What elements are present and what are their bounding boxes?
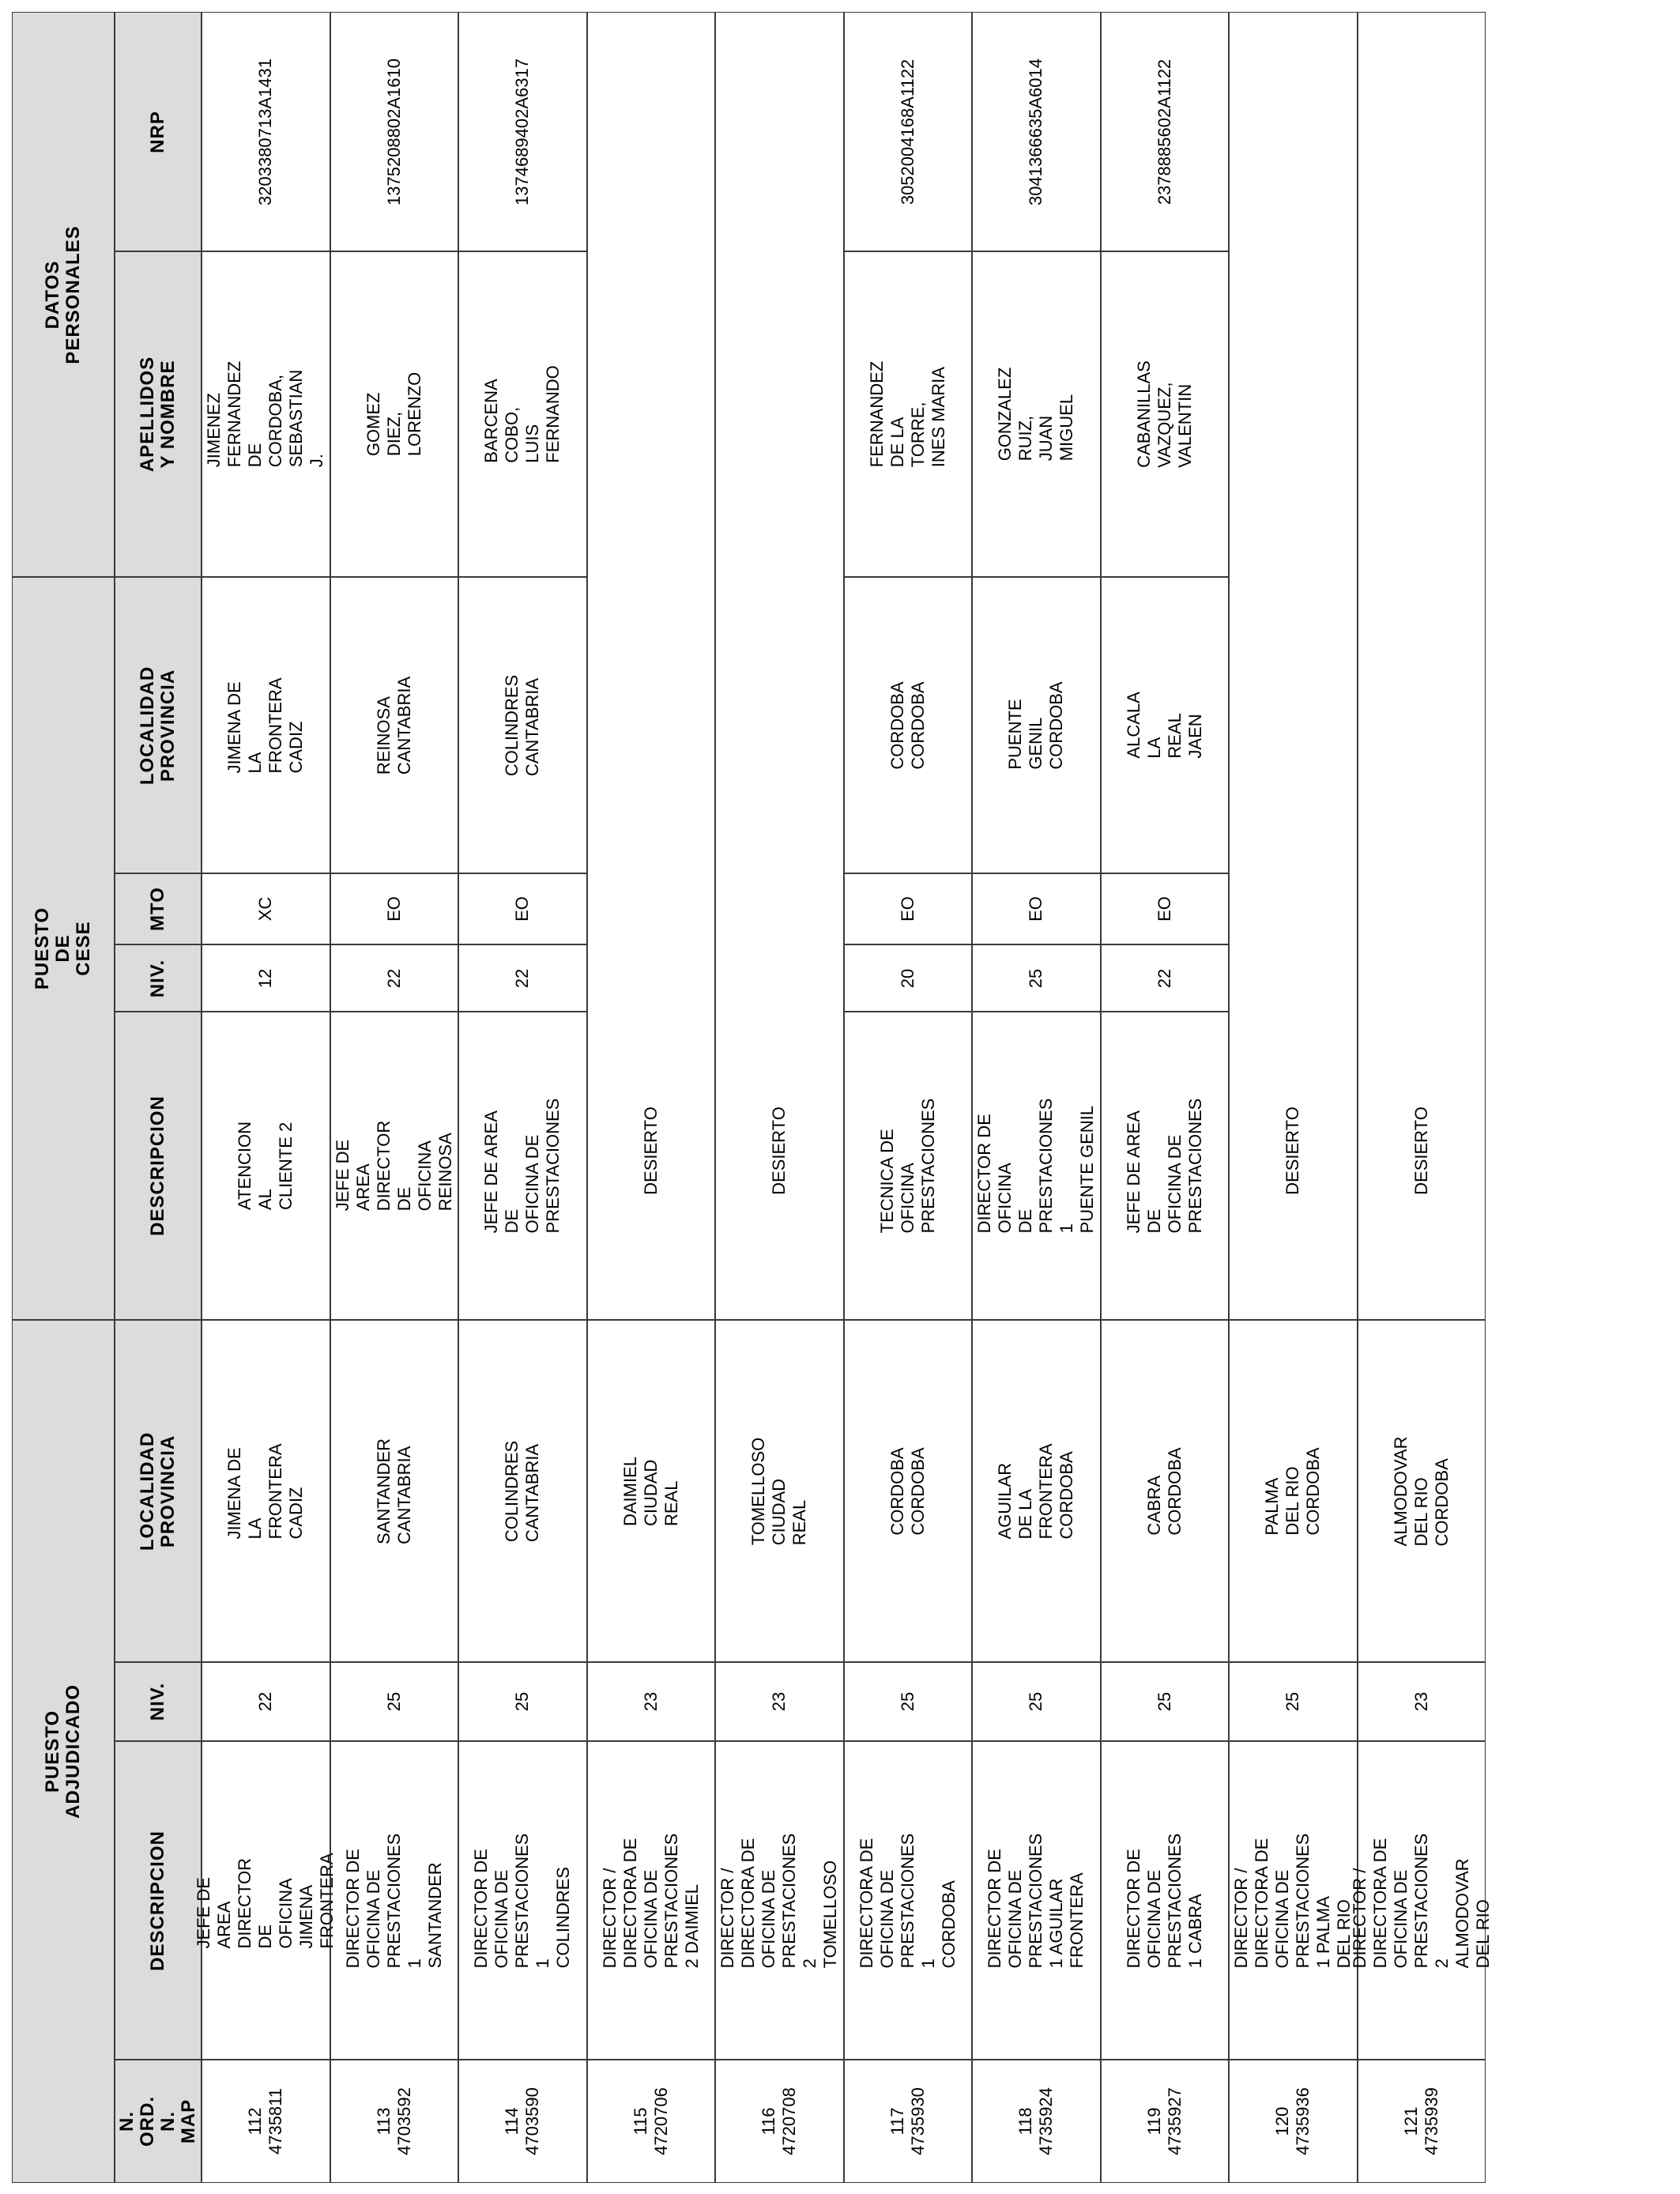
cell-cese-niv [1101, 944, 1230, 1012]
cell-cese-niv-text: 25 [1026, 968, 1046, 988]
cell-adj-loc-text: ALMODOVAR DEL RIO CORDOBA [1390, 1436, 1452, 1546]
column-header-label: DESCRIPCION [147, 1830, 168, 1971]
cell-adj-desc-text: DIRECTOR DE OFICINA DE PRESTACIONES 1 COLINDRES [471, 1833, 574, 1968]
cell-cese-mto [1101, 873, 1230, 944]
desierto-text: DESIERTO [640, 1106, 661, 1195]
cell-adj-niv [844, 1662, 973, 1741]
cell-adj-loc-text: AGUILAR DE LA FRONTERA CORDOBA [995, 1443, 1077, 1539]
cell-adj-niv-text: 23 [640, 1691, 661, 1712]
cell-cese-loc-text: JIMENA DE LA FRONTERA CADIZ [224, 677, 307, 773]
cell-cese-loc [330, 577, 459, 873]
cell-nombre-text: GONZALEZ RUIZ, JUAN MIGUEL [995, 367, 1077, 462]
column-header-cese-mto [115, 873, 202, 944]
cell-cese-mto-text: XC [255, 896, 276, 922]
cell-adj-loc-text: CORDOBA CORDOBA [887, 1446, 928, 1536]
cell-ord-text: 116 4720708 [759, 2087, 800, 2155]
cell-adj-desc-text: DIRECTORA DE OFICINA DE PRESTACIONES 1 CORDOBA [856, 1833, 959, 1968]
cell-adj-desc [844, 1741, 973, 2060]
column-header-label: LOCALIDAD PROVINCIA [137, 665, 179, 785]
column-header-adj-loc [115, 1320, 202, 1662]
cell-cese-niv [458, 944, 587, 1012]
cell-cese-desc [1101, 1012, 1230, 1320]
cell-desierto [1358, 12, 1486, 1320]
column-header-label: NIV. [147, 959, 168, 997]
column-header-nombre [115, 251, 202, 577]
cell-nrp-text: 1374689402A6317 [512, 58, 533, 205]
cell-cese-mto [202, 873, 330, 944]
cell-cese-niv [972, 944, 1101, 1012]
column-header-label: LOCALIDAD PROVINCIA [137, 1431, 179, 1551]
cell-adj-niv-text: 22 [255, 1691, 276, 1712]
cell-cese-mto-text: EO [897, 896, 917, 922]
cell-cese-loc [1101, 577, 1230, 873]
cell-cese-desc-text: DIRECTOR DE OFICINA DE PRESTACIONES 1 PUENTE GENIL [974, 1098, 1098, 1234]
cell-adj-loc [587, 1320, 716, 1662]
cell-adj-desc-text: DIRECTOR DE OFICINA DE PRESTACIONES 1 SANTANDER [342, 1833, 445, 1968]
cell-ord [1101, 2060, 1230, 2183]
cell-cese-mto-text: EO [512, 896, 533, 922]
cell-nrp-text: 3041366635A6014 [1026, 58, 1046, 205]
cell-adj-desc [330, 1741, 459, 2060]
cell-adj-loc [844, 1320, 973, 1662]
cell-ord [972, 2060, 1101, 2183]
cell-cese-mto-text: EO [1026, 896, 1046, 922]
cell-adj-desc [1349, 1741, 1493, 2060]
cell-cese-loc-text: ALCALA LA REAL JAEN [1123, 692, 1205, 759]
cell-adj-loc [202, 1320, 330, 1662]
column-header-cese-loc [115, 577, 202, 873]
cell-desierto [1229, 12, 1358, 1320]
column-header-label: NIV. [147, 1682, 168, 1721]
column-header-adj-niv [115, 1662, 202, 1741]
cell-adj-loc [1101, 1320, 1230, 1662]
cell-ord [330, 2060, 459, 2183]
cell-cese-loc [202, 577, 330, 873]
cell-ord-text: 113 4703592 [373, 2087, 414, 2155]
cell-adj-niv [972, 1662, 1101, 1741]
cell-ord-text: 115 4720706 [630, 2087, 671, 2155]
cell-adj-loc-text: SANTANDER CANTABRIA [373, 1438, 414, 1544]
cell-cese-mto [844, 873, 973, 944]
cell-nrp [458, 12, 587, 251]
desierto-text: DESIERTO [1411, 1106, 1431, 1195]
cell-nombre-text: JIMENEZ FERNANDEZ DE CORDOBA, SEBASTIAN J. [204, 360, 327, 468]
header-puesto-adjudicado-label: PUESTO ADJUDICADO [42, 1683, 84, 1819]
cell-cese-niv-text: 12 [255, 968, 276, 988]
cell-nombre-text: FERNANDEZ DE LA TORRE, INES MARIA [866, 360, 948, 468]
cell-adj-niv-text: 25 [1283, 1691, 1303, 1712]
cell-adj-desc-text: DIRECTOR / DIRECTORA DE OFICINA DE PRESTACIONES 1 PALMA DEL RIO [1231, 1833, 1354, 1968]
cell-ord [202, 2060, 330, 2183]
cell-cese-desc [972, 1012, 1101, 1320]
cell-adj-loc [972, 1320, 1101, 1662]
header-datos-personales-label: DATOS PERSONALES [42, 224, 84, 364]
cell-nombre [844, 251, 973, 577]
cell-ord-text: 121 4735939 [1400, 2087, 1441, 2155]
cell-adj-loc [330, 1320, 459, 1662]
cell-adj-loc [1358, 1320, 1486, 1662]
cell-adj-desc [715, 1741, 844, 2060]
cell-cese-niv [330, 944, 459, 1012]
cell-cese-loc-text: PUENTE GENIL CORDOBA [1005, 680, 1067, 770]
column-header-cese-niv [115, 944, 202, 1012]
cell-nrp [1101, 12, 1230, 251]
cell-cese-loc-text: CORDOBA CORDOBA [887, 680, 928, 770]
column-header-label: N. ORD. N. MAP [116, 2096, 199, 2147]
cell-adj-niv [1229, 1662, 1358, 1741]
cell-cese-desc-text: ATENCION AL CLIENTE 2 [235, 1121, 296, 1211]
cell-nombre [330, 251, 459, 577]
cell-adj-desc [194, 1741, 337, 2060]
cell-adj-niv [715, 1662, 844, 1741]
cell-adj-desc [1229, 1741, 1358, 2060]
cell-cese-mto-text: EO [1154, 896, 1174, 922]
cell-adj-desc-text: JEFE DE AREA DIRECTOR DE OFICINA JIMENA FRONTERA [194, 1853, 337, 1948]
cell-cese-niv-text: 22 [512, 968, 533, 988]
cell-adj-loc [1229, 1320, 1358, 1662]
column-header-label: DESCRIPCION [147, 1095, 168, 1236]
cell-adj-niv-text: 23 [1411, 1691, 1431, 1712]
cell-adj-loc [458, 1320, 587, 1662]
cell-cese-mto [330, 873, 459, 944]
cell-cese-desc-text: TECNICA DE OFICINA PRESTACIONES [876, 1098, 938, 1234]
cell-cese-loc [458, 577, 587, 873]
cell-cese-desc [458, 1012, 587, 1320]
cell-cese-niv [844, 944, 973, 1012]
cell-ord-text: 114 4703590 [502, 2087, 543, 2155]
cell-nombre-text: GOMEZ DIEZ, LORENZO [363, 371, 424, 457]
cell-nrp [844, 12, 973, 251]
cell-adj-loc-text: TOMELLOSO CIUDAD REAL [748, 1437, 810, 1545]
cell-nrp [330, 12, 459, 251]
cell-cese-loc [972, 577, 1101, 873]
column-header-adj-desc [115, 1741, 202, 2060]
cell-nombre [972, 251, 1101, 577]
cell-cese-mto-text: EO [383, 896, 404, 922]
cell-cese-desc [844, 1012, 973, 1320]
column-header-label: APELLIDOS Y NOMBRE [137, 356, 179, 473]
cell-ord-text: 112 4735811 [245, 2087, 286, 2155]
cell-cese-loc [844, 577, 973, 873]
cell-nombre [1101, 251, 1230, 577]
cell-nrp-text: 3203380713A1431 [255, 58, 276, 205]
column-header-ord [115, 2060, 202, 2183]
cell-ord [458, 2060, 587, 2183]
cell-nombre [202, 251, 330, 577]
cell-adj-niv [330, 1662, 459, 1741]
cell-cese-desc-text: JEFE DE AREA DIRECTOR DE OFICINA REINOSA [332, 1120, 455, 1212]
column-header-cese-desc [115, 1012, 202, 1320]
cell-nrp-text: 2378885602A1122 [1154, 58, 1174, 205]
cell-nrp-text: 1375208802A1610 [383, 58, 404, 205]
cell-nombre-text: CABANILLAS VAZQUEZ, VALENTIN [1133, 360, 1195, 468]
cell-adj-loc-text: JIMENA DE LA FRONTERA CADIZ [224, 1443, 307, 1539]
cell-nrp-text: 3052004168A1122 [897, 58, 917, 205]
cell-ord [1229, 2060, 1358, 2183]
cell-ord-text: 120 4735936 [1272, 2087, 1313, 2155]
cell-adj-niv [202, 1662, 330, 1741]
column-header-nrp [115, 12, 202, 251]
cell-adj-niv [587, 1662, 716, 1741]
cell-cese-desc-text: JEFE DE AREA DE OFICINA DE PRESTACIONES [481, 1098, 563, 1234]
cell-adj-niv-text: 25 [897, 1691, 917, 1712]
cell-desierto [715, 12, 844, 1320]
cell-cese-loc-text: COLINDRES CANTABRIA [502, 674, 543, 776]
cell-ord [715, 2060, 844, 2183]
cell-nrp [972, 12, 1101, 251]
cell-cese-desc [202, 1012, 330, 1320]
header-puesto-de-cese [12, 577, 115, 1320]
cell-cese-mto [458, 873, 587, 944]
cell-adj-loc-text: COLINDRES CANTABRIA [502, 1440, 543, 1542]
cell-ord-text: 117 4735930 [887, 2087, 928, 2155]
cell-desierto [587, 12, 716, 1320]
desierto-text: DESIERTO [769, 1106, 789, 1195]
header-puesto-adjudicado [12, 1320, 115, 2183]
cell-adj-niv-text: 25 [1154, 1691, 1174, 1712]
header-puesto-de-cese-label: PUESTO DE CESE [32, 907, 94, 990]
cell-adj-desc [587, 1741, 716, 2060]
cell-ord-text: 118 4735924 [1015, 2087, 1057, 2155]
cell-adj-niv-text: 25 [512, 1691, 533, 1712]
cell-cese-mto [972, 873, 1101, 944]
cell-adj-loc-text: DAIMIEL CIUDAD REAL [620, 1456, 681, 1526]
cell-adj-desc-text: DIRECTOR DE OFICINA DE PRESTACIONES 1 CABRA [1123, 1833, 1205, 1968]
column-header-label: NRP [147, 110, 168, 153]
cell-adj-desc [972, 1741, 1101, 2060]
cell-adj-desc-text: DIRECTOR / DIRECTORA DE OFICINA DE PRESTACIONES 2 ALMODOVAR DEL RIO [1349, 1833, 1493, 1968]
cell-adj-loc [715, 1320, 844, 1662]
cell-adj-desc [458, 1741, 587, 2060]
cell-adj-desc-text: DIRECTOR / DIRECTORA DE OFICINA DE PRESTACIONES 2 TOMELLOSO [718, 1833, 841, 1968]
cell-cese-niv [202, 944, 330, 1012]
cell-cese-niv-text: 22 [1154, 968, 1174, 988]
cell-cese-niv-text: 20 [897, 968, 917, 988]
cell-cese-desc-text: JEFE DE AREA DE OFICINA DE PRESTACIONES [1123, 1098, 1205, 1234]
cell-adj-niv-text: 23 [769, 1691, 789, 1712]
cell-adj-niv [458, 1662, 587, 1741]
cell-nombre [458, 251, 587, 577]
cell-adj-desc-text: DIRECTOR / DIRECTORA DE OFICINA DE PRESTACIONES 2 DAIMIEL [599, 1833, 702, 1968]
cell-ord [587, 2060, 716, 2183]
cell-ord [844, 2060, 973, 2183]
cell-ord-text: 119 4735927 [1143, 2087, 1185, 2155]
cell-adj-loc-text: CABRA CORDOBA [1143, 1446, 1185, 1536]
cell-adj-niv [1101, 1662, 1230, 1741]
cell-adj-desc-text: DIRECTOR DE OFICINA DE PRESTACIONES 1 AGUILAR FRONTERA [985, 1833, 1087, 1968]
desierto-text: DESIERTO [1283, 1106, 1303, 1195]
cell-cese-niv-text: 22 [383, 968, 404, 988]
column-header-label: MTO [147, 887, 168, 931]
cell-cese-desc [330, 1012, 459, 1320]
cell-adj-niv [1358, 1662, 1486, 1741]
cell-nrp [202, 12, 330, 251]
cell-adj-niv-text: 25 [383, 1691, 404, 1712]
header-datos-personales [12, 12, 115, 577]
cell-cese-loc-text: REINOSA CANTABRIA [373, 676, 414, 775]
cell-nombre-text: BARCENA COBO, LUIS FERNANDO [481, 365, 563, 463]
cell-adj-desc [1101, 1741, 1230, 2060]
cell-ord [1358, 2060, 1486, 2183]
cell-adj-niv-text: 25 [1026, 1691, 1046, 1712]
cell-adj-loc-text: PALMA DEL RIO CORDOBA [1262, 1446, 1324, 1536]
